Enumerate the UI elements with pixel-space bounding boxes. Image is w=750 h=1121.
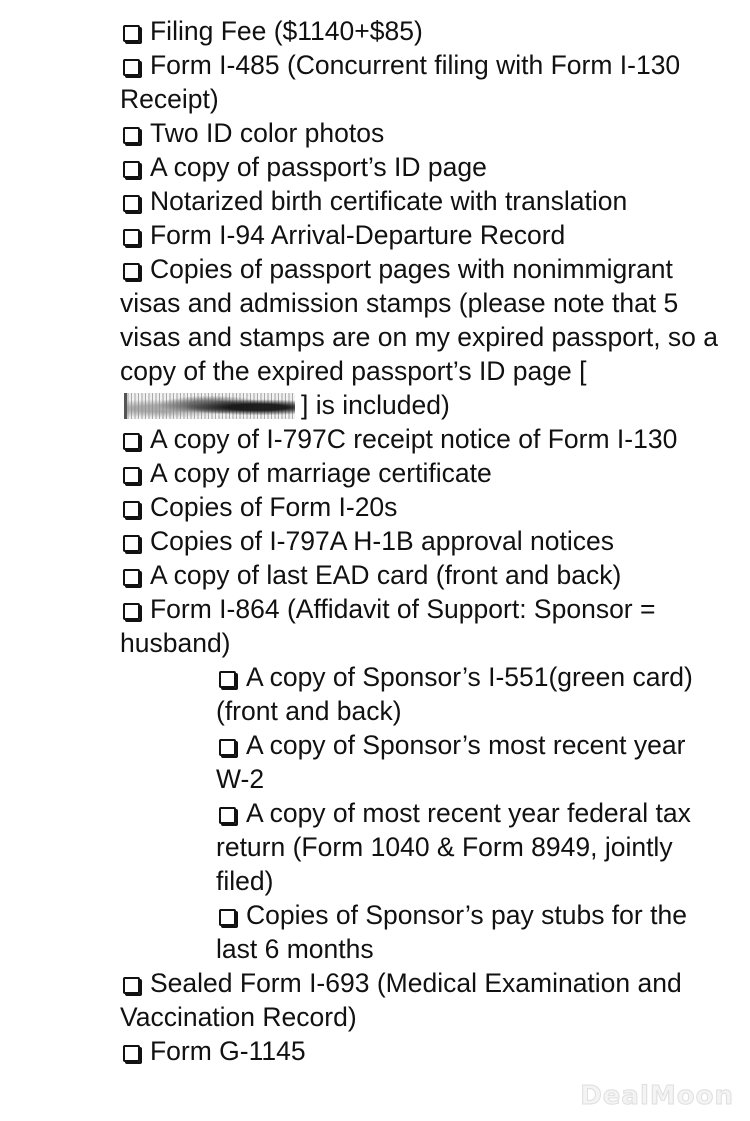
item-text: Form I-864 (Affidavit of Support: Sponsor = husband) — [120, 594, 656, 658]
item-text: Sealed Form I-693 (Medical Examination and Vaccination Record) — [120, 968, 682, 1032]
checkbox-icon — [123, 195, 140, 212]
checkbox-icon — [219, 909, 236, 926]
checklist-subitem-i-551 — [216, 660, 716, 728]
checklist-item-form-g-1145 — [120, 1034, 730, 1068]
item-text-after: ] is included) — [301, 390, 450, 420]
item-text: Copies of passport pages with nonimmigrant visas and admission stamps (please note that 5 visas and stamps are on my expired passport, so a copy of the expired passport’s ID page [ — [120, 254, 719, 386]
item-text: Filing Fee ($1140+$85) — [150, 16, 423, 46]
item-text: Form G-1145 — [150, 1036, 306, 1066]
checklist-item-i-797a — [120, 524, 730, 558]
checkbox-icon — [123, 603, 140, 620]
item-text: A copy of I-797C receipt notice of Form I-130 — [150, 424, 678, 454]
checkbox-icon — [123, 25, 140, 42]
checklist-item-i-797c — [120, 422, 730, 456]
checklist-item-passport-visa-pages — [120, 252, 730, 422]
checkbox-icon — [123, 263, 140, 280]
checkbox-icon — [123, 127, 140, 144]
redacted-area — [124, 393, 295, 419]
checkbox-icon — [123, 59, 140, 76]
checkbox-icon — [123, 1045, 140, 1062]
item-text: A copy of Sponsor’s I-551(green card) (front and back) — [216, 662, 693, 726]
checklist-subitem-pay-stubs — [216, 898, 716, 966]
item-text: Copies of Form I-20s — [150, 492, 398, 522]
checklist-item-form-i-864 — [120, 592, 730, 660]
checklist-item-form-i-20s — [120, 490, 730, 524]
checklist-item-marriage-certificate — [120, 456, 730, 490]
checkbox-icon — [219, 671, 236, 688]
checklist-item-filing-fee — [120, 14, 730, 48]
checkbox-icon — [123, 977, 140, 994]
item-text: Notarized birth certificate with translation — [150, 186, 628, 216]
checklist-subitem-w-2 — [216, 728, 716, 796]
checkbox-icon — [123, 229, 140, 246]
checklist-item-form-i-693 — [120, 966, 730, 1034]
item-text: Two ID color photos — [150, 118, 385, 148]
item-text: A copy of last EAD card (front and back) — [150, 560, 622, 590]
item-text: A copy of Sponsor’s most recent year W-2 — [216, 730, 686, 794]
item-text: Copies of Sponsor’s pay stubs for the last 6 months — [216, 900, 687, 964]
item-text: A copy of marriage certificate — [150, 458, 492, 488]
item-text: A copy of passport’s ID page — [150, 152, 487, 182]
item-text: Form I-94 Arrival-Departure Record — [150, 220, 566, 250]
checkbox-icon — [123, 501, 140, 518]
checklist-item-form-i-94 — [120, 218, 730, 252]
checkbox-icon — [123, 161, 140, 178]
item-text: Copies of I-797A H-1B approval notices — [150, 526, 615, 556]
checkbox-icon — [123, 535, 140, 552]
checklist-item-form-i-485 — [120, 48, 730, 116]
checklist-item-id-photos — [120, 116, 730, 150]
checkbox-icon — [219, 739, 236, 756]
checklist-item-ead-card — [120, 558, 730, 592]
checkbox-icon — [123, 569, 140, 586]
checklist-subitem-tax-return — [216, 796, 716, 898]
checkbox-icon — [219, 807, 236, 824]
item-text: Form I-485 (Concurrent filing with Form I-130 Receipt) — [120, 50, 681, 114]
checklist — [120, 14, 730, 1068]
checklist-item-passport-id-page — [120, 150, 730, 184]
watermark-logo: DealMoon — [580, 1081, 734, 1111]
checklist-item-birth-certificate — [120, 184, 730, 218]
item-text: A copy of most recent year federal tax return (Form 1040 & Form 8949, jointly filed) — [216, 798, 691, 896]
checkbox-icon — [123, 467, 140, 484]
checkbox-icon — [123, 433, 140, 450]
